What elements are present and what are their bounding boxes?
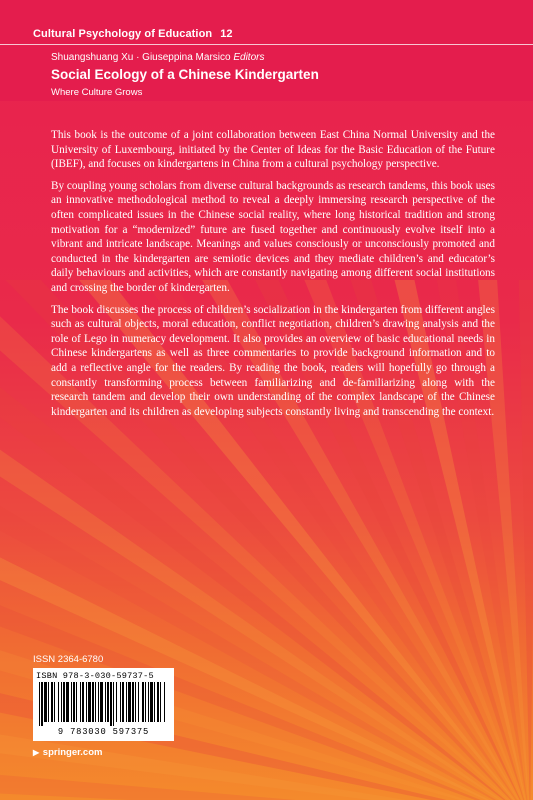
barcode-bar — [120, 682, 121, 722]
barcode-bar — [54, 682, 55, 722]
series-number: 12 — [220, 28, 233, 40]
barcode-bar — [154, 682, 155, 722]
issn-number: ISSN 2364-6780 — [33, 654, 104, 665]
barcode-bar — [82, 682, 84, 722]
barcode-bar — [39, 682, 40, 726]
blurb-paragraph-3: The book discusses the process of children’s socialization in the kindergarten from different angles such as cultural objects, moral education, conflict negotiation, children’s drawing analysis and the role of Lego in numeracy development. It also provides an overview of basic educational needs in Chinese kindergartens as well as three commentaries to provide background information and to add a reflective angle for the readers. By reading the book, readers will hopefully go through a constantly transforming process between familiarizing and de-familiarizing along with the research tandem and develop their own understanding of the complex landscape of the Chinese kindergarten and its children as developing subjects constantly living and transcending the context. — [51, 303, 495, 418]
book-title: Social Ecology of a Chinese Kindergarten — [51, 67, 319, 82]
barcode-bar — [80, 682, 81, 722]
series-divider — [0, 44, 533, 45]
barcode-bar — [86, 682, 87, 722]
barcode-bars — [39, 682, 168, 726]
barcode-bar — [132, 682, 134, 722]
barcode-bar — [73, 682, 75, 722]
barcode-bar — [157, 682, 159, 722]
publisher-link[interactable] — [33, 747, 102, 758]
book-subtitle: Where Culture Grows — [51, 87, 143, 98]
barcode-bar — [160, 682, 161, 722]
editor-names: Shuangshuang Xu · Giuseppina Marsico — [51, 52, 231, 63]
series-line — [33, 28, 233, 40]
barcode-bar — [126, 682, 127, 722]
blurb-paragraph-2: By coupling young scholars from diverse cultural backgrounds as research tandems, this book uses an innovative methodological method to reveal a deeply immersing research perspective of the often complicated issues in the Chinese social reality, where long historical tradition and strong motivation for a “modernized” future are fused together and continuously evolve itself into a vibrant and intricate landscape. Meanings and values consciously or unconsciously promoted and conducted in the kindergarten are semiotic devices and they mediate children’s and educator’s daily behaviours and activities, which are constantly navigating among different social institutions and crossing the border of kindergarten. — [51, 179, 495, 294]
barcode-bar — [116, 682, 117, 722]
isbn-text: ISBN 978-3-030-59737-5 — [36, 671, 154, 681]
barcode-bar — [88, 682, 91, 722]
barcode-bar — [138, 682, 139, 722]
series-name: Cultural Psychology of Education — [33, 28, 213, 40]
barcode-bar — [92, 682, 94, 722]
barcode-bar — [100, 682, 103, 722]
barcode-bar — [128, 682, 131, 722]
barcode-bar — [150, 682, 153, 722]
barcode-digits: 9 783030 597375 — [57, 727, 150, 737]
isbn-barcode — [33, 668, 174, 741]
barcode-bar — [61, 682, 62, 722]
editors-role: Editors — [233, 52, 265, 63]
arrow-icon: ▶ — [33, 748, 40, 757]
barcode-bar — [164, 682, 165, 722]
barcode-bar — [66, 682, 69, 722]
barcode-bar — [76, 682, 77, 722]
barcode-bar — [145, 682, 146, 722]
barcode-bar — [98, 682, 99, 722]
publisher-url: springer.com — [42, 747, 103, 758]
editors-line — [51, 52, 264, 63]
barcode-bar — [110, 682, 112, 726]
barcode-bar — [107, 682, 109, 722]
barcode-bar — [95, 682, 96, 722]
barcode-bar — [41, 682, 43, 726]
barcode-bar — [122, 682, 124, 722]
barcode-bar — [142, 682, 144, 722]
barcode-bar — [51, 682, 53, 722]
barcode-bar — [58, 682, 59, 722]
barcode-bar — [113, 682, 114, 726]
barcode-bar — [44, 682, 47, 722]
barcode-bar — [135, 682, 136, 722]
barcode-bar — [63, 682, 65, 722]
barcode-bar — [71, 682, 72, 722]
cover-header — [0, 0, 533, 101]
back-cover-blurb — [51, 128, 495, 426]
barcode-bar — [148, 682, 149, 722]
barcode-bar — [48, 682, 49, 722]
barcode-bar — [105, 682, 106, 722]
blurb-paragraph-1: This book is the outcome of a joint collaboration between East China Normal University and the University of Luxembourg, initiated by the Center of Ideas for the Basic Education of the Future (IBEF), and focuses on kindergartens in China from a cultural psychology perspective. — [51, 129, 495, 171]
